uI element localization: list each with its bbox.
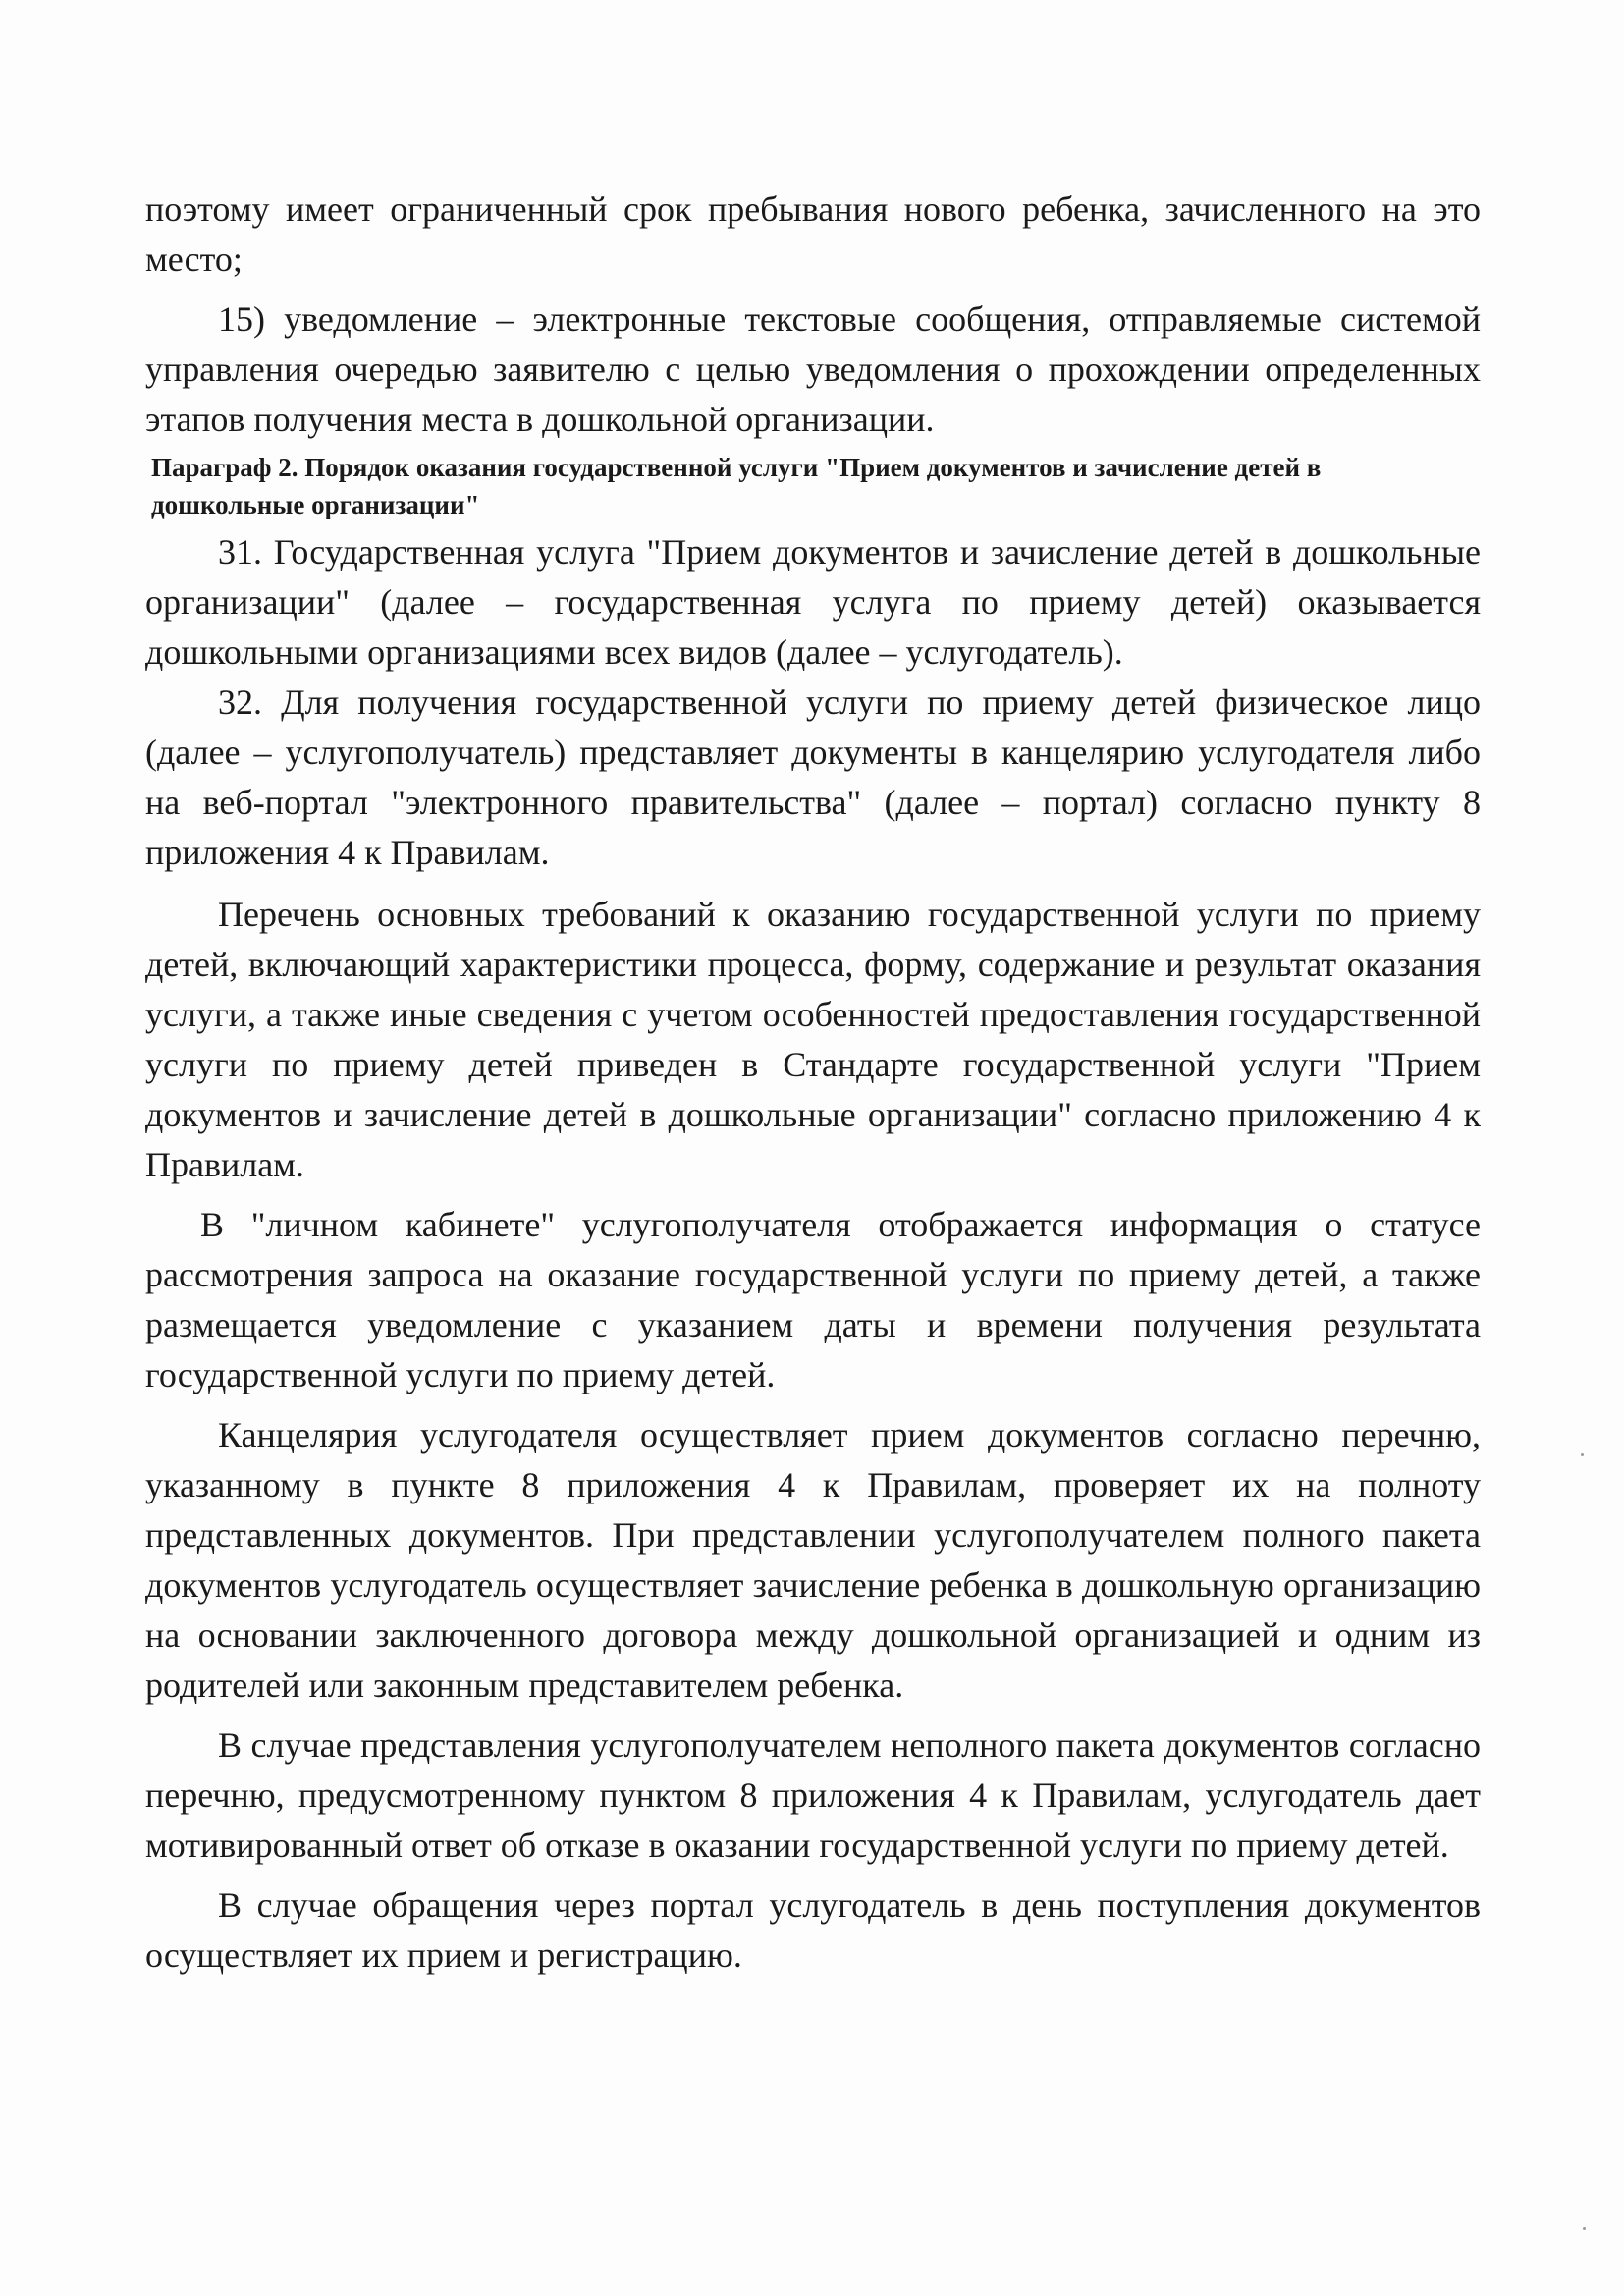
paragraph-incomplete-package: В случае представления услугополучателем неполного пакета документов согласно перечню, предусмотренному пунктом 8 приложения 4 к Правилам, услугодатель дает мотивированный ответ об отказе в оказании государственной услуги по приему детей. — [145, 1725, 1481, 1865]
scan-speck — [1583, 2227, 1586, 2230]
paragraph-item-31: 31. Государственная услуга "Прием документов и зачисление детей в дошкольные организации" (далее – государственная услуга по приему детей) оказывается дошкольными организациями всех видов (далее – услугодатель). — [145, 532, 1481, 672]
paragraph-item-32: 32. Для получения государственной услуги по приему детей физическое лицо (далее – услугополучатель) представляет документы в канцелярию услугодателя либо на веб-портал "электронного правительства" (далее – портал) согласно пункту 8 приложения 4 к Правилам. — [145, 683, 1481, 872]
paragraph-portal-request: В случае обращения через портал услугодатель в день поступления документов осуществляет их прием и регистрацию. — [145, 1886, 1481, 1975]
paragraph-continuation: поэтому имеет ограниченный срок пребывания нового ребенка, зачисленного на это место; — [145, 190, 1481, 279]
paragraph-requirements: Перечень основных требований к оказанию государственной услуги по приему детей, включающий характеристики процесса, форму, содержание и результат оказания услуги, а также иные сведения с учетом особенностей предоставления государственной услуги по приему детей приведен в Стандарте государственной услуги "Прием документов и зачисление детей в дошкольные организации" согласно приложению 4 к Правилам. — [145, 895, 1481, 1184]
document-body — [145, 185, 1481, 1981]
paragraph-item-15: 15) уведомление – электронные текстовые сообщения, отправляемые системой управления очередью заявителю с целью уведомления о прохождении определенных этапов получения места в дошкольной организации. — [145, 300, 1481, 439]
paragraph-office-acceptance: Канцелярия услугодателя осуществляет прием документов согласно перечню, указанному в пункте 8 приложения 4 к Правилам, проверяет их на полноту представленных документов. При представлении услугополучателем полного пакета документов услугодатель осуществляет зачисление ребенка в дошкольную организацию на основании заключенного договора между дошкольной организацией и одним из родителей или законным представителем ребенка. — [145, 1415, 1481, 1705]
scan-speck — [1581, 1453, 1584, 1456]
paragraph-personal-cabinet: В "личном кабинете" услугополучателя отображается информация о статусе рассмотрения запроса на оказание государственной услуги по приему детей, а также размещается уведомление с указанием даты и времени получения результата государственной услуги по приему детей. — [145, 1205, 1481, 1394]
section-heading: Параграф 2. Порядок оказания государственной услуги "Прием документов и зачисление детей в дошкольные организации" — [151, 453, 1322, 519]
